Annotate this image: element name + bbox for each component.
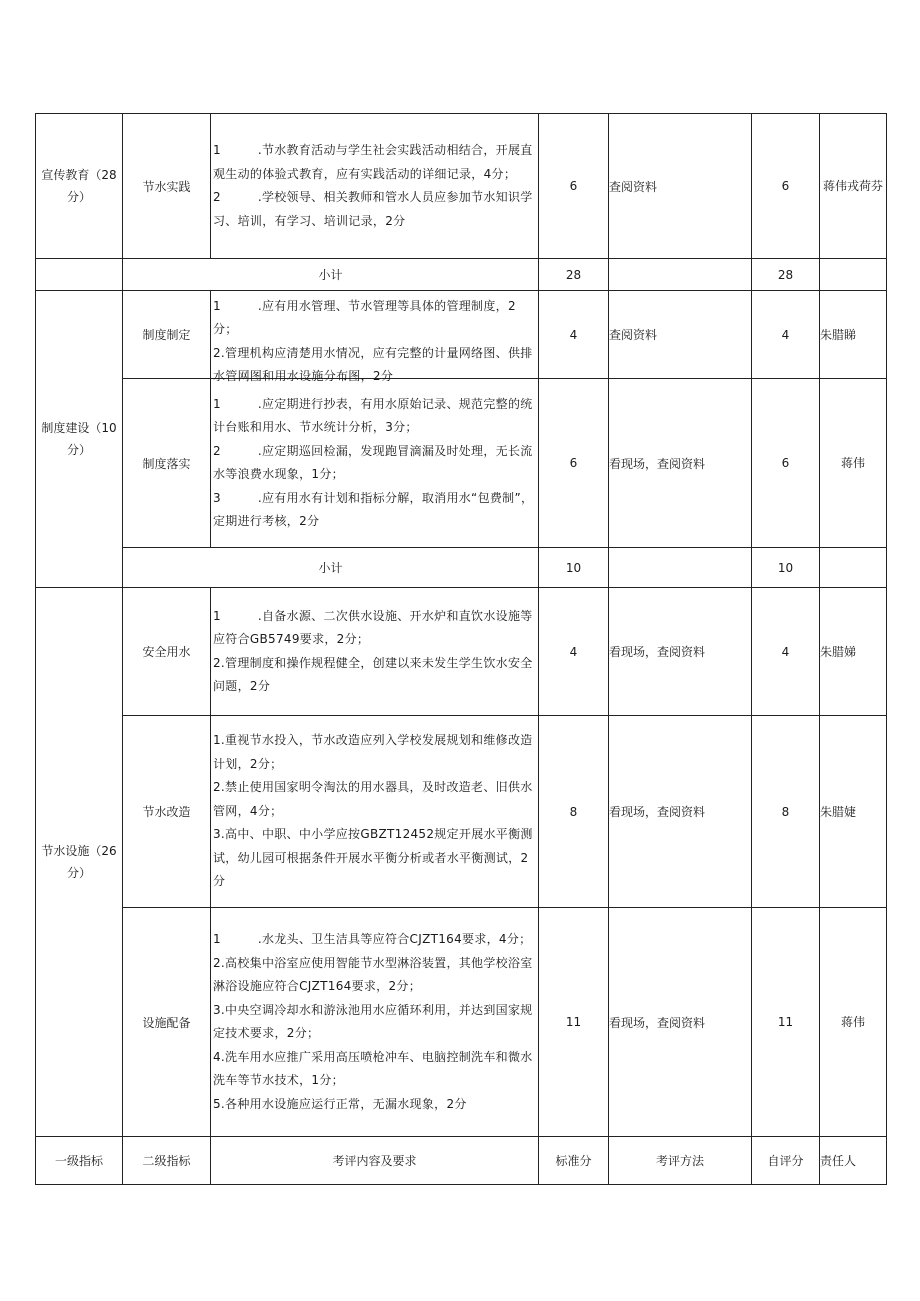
header-standard: 标准分: [539, 1137, 609, 1185]
standard-score: 4: [539, 588, 609, 716]
content-item: 2.管理机构应清楚用水情况，应有完整的计量网络图、供排水管网图和用水设施分布图，2分: [213, 345, 533, 383]
subtotal-label: 小计: [123, 548, 539, 588]
subtotal-row: [36, 548, 887, 588]
responsible-cell: 蒋伟: [820, 379, 887, 548]
responsible-cell: 蒋伟: [820, 908, 887, 1137]
content-list: [211, 393, 538, 534]
content-item: 2 .学校领导、相关教师和管水人员应参加节水知识学习、培训，有学习、培训记录，2分: [213, 190, 533, 228]
table-row: [36, 114, 887, 259]
self-score: 4: [752, 588, 820, 716]
header-content: 考评内容及要求: [211, 1137, 539, 1185]
content-item: 1 .自备水源、二次供水设施、开水炉和直饮水设施等应符合GB5749要求，2分；: [213, 608, 533, 646]
content-list: [211, 605, 538, 699]
empty-cell: [820, 259, 887, 291]
responsible-cell: 蒋伟戎荷芬: [820, 114, 887, 259]
method-cell: 查阅资料: [609, 291, 752, 379]
content-cell: [211, 716, 539, 908]
self-score: 6: [752, 379, 820, 548]
table-row: [36, 588, 887, 716]
header-self: 自评分: [752, 1137, 820, 1185]
level2-cell: 设施配备: [123, 908, 211, 1137]
content-cell: [211, 588, 539, 716]
method-cell: 看现场，查阅资料: [609, 379, 752, 548]
method-cell: 看现场，查阅资料: [609, 716, 752, 908]
content-item: 1 .应有用水管理、节水管理等具体的管理制度，2分；: [213, 298, 516, 336]
level2-cell: 节水实践: [123, 114, 211, 259]
standard-score: 6: [539, 114, 609, 259]
subtotal-row: [36, 259, 887, 291]
method-cell: 看现场，查阅资料: [609, 908, 752, 1137]
header-row: [36, 1137, 887, 1185]
subtotal-standard: 28: [539, 259, 609, 291]
content-cell: [211, 908, 539, 1137]
content-list: [211, 928, 538, 1116]
empty-cell: [820, 548, 887, 588]
content-cell: [211, 379, 539, 548]
evaluation-table: [35, 113, 887, 1185]
content-item: 2.高校集中浴室应使用智能节水型淋浴装置，其他学校浴室淋浴设施应符合CJZT164要求，2分；: [213, 955, 533, 993]
responsible-cell: 朱腊娣: [820, 588, 887, 716]
subtotal-self: 10: [752, 548, 820, 588]
standard-score: 8: [539, 716, 609, 908]
empty-cell: [609, 259, 752, 291]
content-cell: [211, 291, 539, 383]
method-cell: 查阅资料: [609, 114, 752, 259]
level1-cell: 宣传教育（28分）: [36, 114, 123, 259]
content-item: 2.管理制度和操作规程健全，创建以来未发生学生饮水安全问题，2分: [213, 655, 533, 693]
level2-cell: 制度落实: [123, 379, 211, 548]
header-responsible: 责任人: [820, 1137, 887, 1185]
level2-cell: 安全用水: [123, 588, 211, 716]
content-cell: [211, 114, 539, 259]
header-level1: 一级指标: [36, 1137, 123, 1185]
empty-cell: [36, 259, 123, 291]
level1-cell: 节水设施（26分）: [36, 588, 123, 1137]
header-level2: 二级指标: [123, 1137, 211, 1185]
subtotal-self: 28: [752, 259, 820, 291]
responsible-cell: 朱腊睇: [820, 291, 887, 379]
content-item: 1 .节水教育活动与学生社会实践活动相结合，开展直观生动的体验式教育，应有实践活动的详细记录，4分；: [213, 143, 533, 181]
table-row: [36, 379, 887, 548]
level1-cell: 制度建设（10分）: [36, 291, 123, 588]
content-item: 5.各种用水设施应运行正常，无漏水现象，2分: [213, 1096, 467, 1111]
content-item: 2 .应定期巡回检漏，发现跑冒滴漏及时处理，无长流水等浪费水现象，1分；: [213, 443, 533, 481]
content-item: 1 .应定期进行抄表，有用水原始记录、规范完整的统计台账和用水、节水统计分析，3分；: [213, 396, 533, 434]
standard-score: 4: [539, 291, 609, 379]
content-item: 2.禁止使用国家明令淘汰的用水器具，及时改造老、旧供水管网，4分；: [213, 780, 533, 818]
level2-cell: 制度制定: [123, 291, 211, 379]
standard-score: 11: [539, 908, 609, 1137]
content-list: [211, 729, 538, 894]
content-list: [211, 295, 538, 383]
table-row: [36, 291, 887, 379]
self-score: 4: [752, 291, 820, 379]
self-score: 11: [752, 908, 820, 1137]
content-item: 3.高中、中职、中小学应按GBZT12452规定开展水平衡测试，幼儿园可根据条件开展水平衡分析或者水平衡测试，2分: [213, 827, 533, 889]
content-item: 1 .水龙头、卫生洁具等应符合CJZT164要求，4分；: [213, 932, 532, 946]
table-row: [36, 716, 887, 908]
content-item: 4.洗车用水应推广采用高压喷枪冲车、电脑控制洗车和微水洗车等节水技术，1分；: [213, 1049, 533, 1087]
content-item: 1.重视节水投入，节水改造应列入学校发展规划和维修改造计划，2分；: [213, 733, 533, 771]
method-cell: 看现场，查阅资料: [609, 588, 752, 716]
table-row: [36, 908, 887, 1137]
subtotal-label: 小计: [123, 259, 539, 291]
level2-cell: 节水改造: [123, 716, 211, 908]
header-method: 考评方法: [609, 1137, 752, 1185]
responsible-cell: 朱腊婕: [820, 716, 887, 908]
self-score: 8: [752, 716, 820, 908]
content-list: [211, 139, 538, 233]
standard-score: 6: [539, 379, 609, 548]
content-item: 3.中央空调冷却水和游泳池用水应循环利用，并达到国家规定技术要求，2分；: [213, 1002, 533, 1040]
subtotal-standard: 10: [539, 548, 609, 588]
self-score: 6: [752, 114, 820, 259]
content-item: 3 .应有用水有计划和指标分解，取消用水“包费制”，定期进行考核，2分: [213, 490, 534, 528]
empty-cell: [609, 548, 752, 588]
